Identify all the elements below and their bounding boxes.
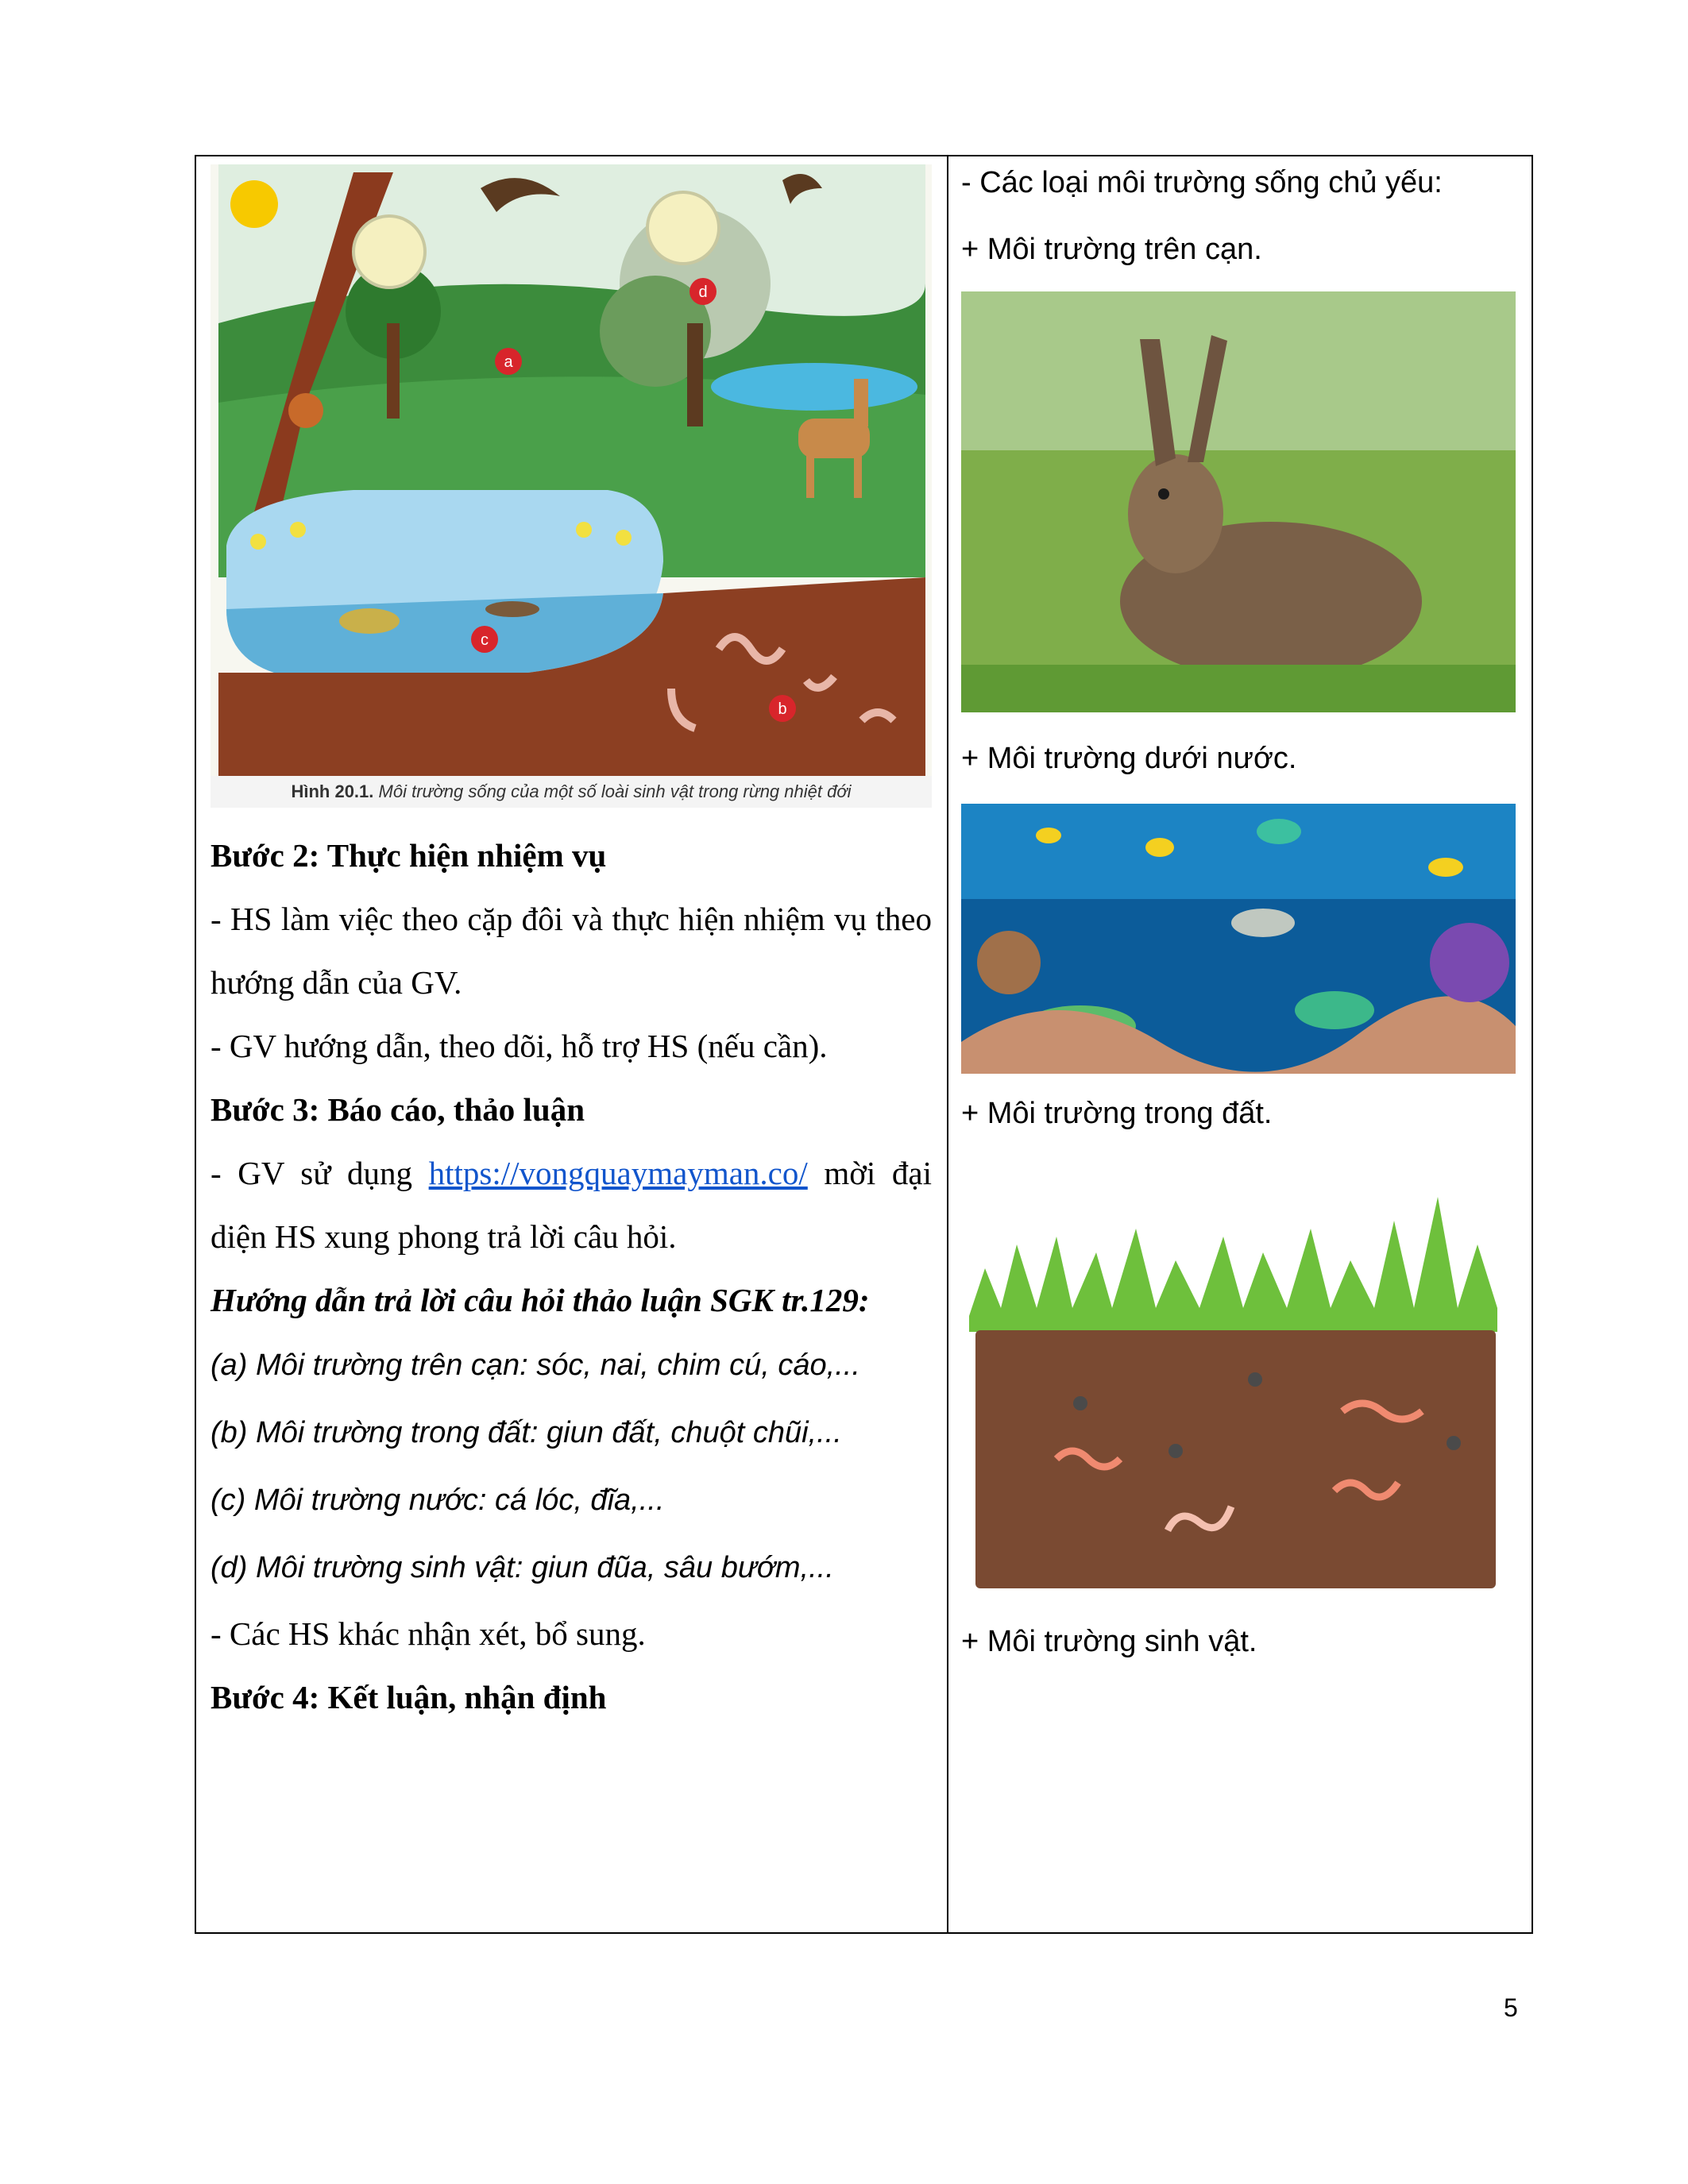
answer-a: (a) Môi trường trên cạn: sóc, nai, chim cú, cáo,... [211, 1349, 860, 1382]
page-number: 5 [1504, 1993, 1518, 2022]
marker-c: c [481, 631, 489, 649]
figure-caption [211, 776, 932, 808]
step3-paragraph [211, 1141, 932, 1268]
figure-caption-text: Môi trường sống của một số loài sinh vật trong rừng nhiệt đới [378, 781, 852, 801]
soil-cross-section-illustration [961, 1149, 1516, 1598]
rabbit-photo [961, 291, 1516, 712]
marker-b: b [778, 700, 787, 718]
column-divider [947, 156, 948, 1932]
step2-line1: - HS làm việc theo cặp đôi và thực hiện nhiệm vụ theo hướng dẫn của GV. [211, 901, 932, 1001]
wheel-link[interactable]: https://vongquaymayman.co/ [428, 1155, 808, 1191]
sun-icon [230, 180, 278, 228]
habitat-illustration [211, 164, 932, 808]
answer-b: (b) Môi trường trong đất: giun đất, chuột chũi,... [211, 1416, 842, 1449]
left-column-text [211, 824, 932, 1729]
content-table [195, 155, 1533, 1934]
answer-d: (d) Môi trường sinh vật: giun đũa, sâu bướm,... [211, 1551, 834, 1584]
step3-suffix: mời đại diện HS xung phong trả lời câu hỏi. [211, 1155, 932, 1255]
forest-scene-drawing [211, 164, 932, 776]
step2-line2: - GV hướng dẫn, theo dõi, hỗ trợ HS (nếu cần). [211, 1028, 828, 1064]
marker-d: d [698, 284, 708, 301]
step3-prefix: - GV sử dụng [211, 1155, 429, 1191]
organism-habitat-label: + Môi trường sinh vật. [961, 1625, 1257, 1658]
marker-a: a [504, 353, 513, 371]
figure-caption-label: Hình 20.1. [291, 781, 374, 801]
land-habitat-label: + Môi trường trên cạn. [961, 233, 1262, 266]
other-hs-line: - Các HS khác nhận xét, bổ sung. [211, 1615, 646, 1652]
step2-title: Bước 2: Thực hiện nhiệm vụ [211, 837, 607, 874]
answer-c: (c) Môi trường nước: cá lóc, đĩa,... [211, 1484, 665, 1517]
water-habitat-label: + Môi trường dưới nước. [961, 742, 1297, 775]
coral-reef-photo [961, 804, 1516, 1074]
step3-title: Bước 3: Báo cáo, thảo luận [211, 1091, 585, 1128]
soil-habitat-label: + Môi trường trong đất. [961, 1097, 1273, 1130]
habitat-types-intro: - Các loại môi trường sống chủ yếu: [961, 166, 1443, 199]
guide-title: Hướng dẫn trả lời câu hỏi thảo luận SGK tr.129: [211, 1282, 870, 1318]
step4-title: Bước 4: Kết luận, nhận định [211, 1679, 607, 1715]
